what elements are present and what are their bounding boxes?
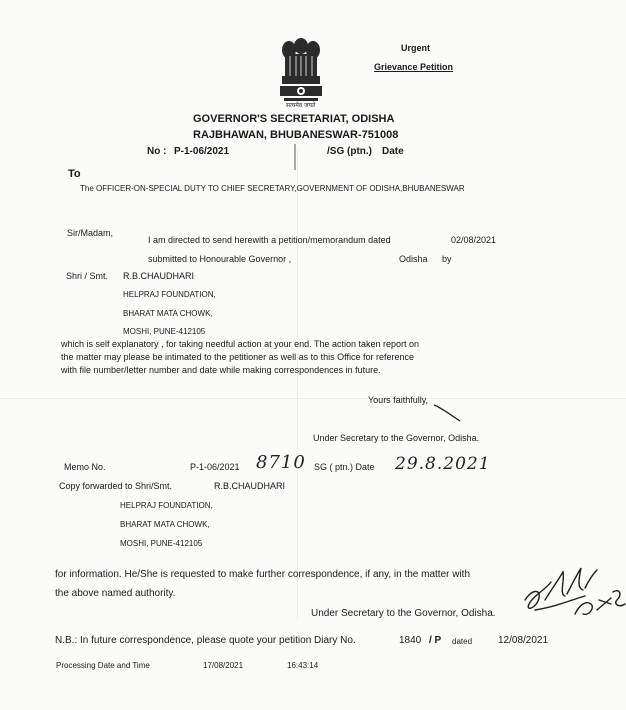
processing-date: 17/08/2021: [203, 661, 244, 670]
grievance-petition-label: Grievance Petition: [374, 62, 454, 72]
diary-suffix: / P: [429, 635, 442, 646]
recipient-line: The OFFICER-ON-SPECIAL DUTY TO CHIEF SECRETARY,GOVERNMENT OF ODISHA,BHUBANESWAR: [80, 184, 465, 193]
memo-number: P-1-06/2021: [190, 462, 240, 472]
diary-number: 1840: [399, 635, 422, 646]
copy-address-line: HELPRAJ FOUNDATION,: [120, 501, 213, 510]
ink-stroke: [292, 143, 298, 171]
memo-body-line: for information. He/She is requested to make further correspondence, if any, in the matter with: [55, 569, 471, 580]
copy-address-line: BHARAT MATA CHOWK,: [120, 520, 210, 529]
emblem-caption: सत्यमेव जयते: [286, 102, 316, 109]
letter-no-label: No :: [147, 146, 167, 157]
petition-date: 02/08/2021: [451, 235, 497, 245]
petition-intro: I am directed to send herewith a petition/memorandum dated: [148, 235, 391, 245]
salutation: Sir/Madam,: [67, 228, 114, 238]
state-name: Odisha: [399, 254, 428, 264]
memo-sg-date-label: SG ( ptn.) Date: [314, 462, 375, 472]
copy-recipient-name: R.B.CHAUDHARI: [214, 481, 286, 491]
processing-time: 16:43:14: [287, 661, 319, 670]
memo-signatory-title: Under Secretary to the Governor, Odisha.: [311, 608, 496, 619]
copy-forwarded-label: Copy forwarded to Shri/Smt.: [59, 481, 173, 491]
dated-value: 12/08/2021: [498, 635, 549, 646]
body-line: the matter may please be intimated to the petitioner as well as to this Office for reference: [61, 352, 415, 362]
date-label: Date: [382, 146, 404, 157]
office-address: RAJBHAWAN, BHUBANESWAR-751008: [193, 129, 399, 141]
sg-ptn-label: /SG (ptn.): [327, 146, 372, 157]
initial-signature: [432, 401, 462, 423]
closing: Yours faithfully,: [368, 395, 429, 405]
to-label: To: [68, 168, 81, 180]
memo-body-line: the above named authority.: [55, 588, 176, 599]
handwritten-memo-number: 8710: [256, 452, 306, 473]
signatory-title: Under Secretary to the Governor, Odisha.: [313, 433, 480, 443]
urgent-label: Urgent: [401, 43, 430, 53]
by-label: by: [442, 254, 452, 264]
handwritten-signature: [515, 560, 626, 625]
dated-label: dated: [452, 637, 473, 646]
processing-label: Processing Date and Time: [56, 661, 150, 670]
body-line: which is self explanatory , for taking needful action at your end. The action taken report on: [61, 339, 420, 349]
address-line: HELPRAJ FOUNDATION,: [123, 290, 216, 299]
fold-line-vertical: [297, 150, 298, 620]
office-title: GOVERNOR'S SECRETARIAT, ODISHA: [193, 113, 395, 125]
submitted-line: submitted to Honourable Governor ,: [148, 254, 292, 264]
address-line: MOSHI, PUNE-412105: [123, 327, 206, 336]
memo-label: Memo No.: [64, 462, 106, 472]
fold-line: [0, 398, 626, 399]
address-line: BHARAT MATA CHOWK,: [123, 309, 213, 318]
letter-no-value: P-1-06/2021: [174, 146, 230, 157]
body-line: with file number/letter number and date while making correspondences in future.: [61, 365, 381, 375]
nb-note: N.B.: In future correspondence, please quote your petition Diary No.: [55, 635, 356, 646]
petitioner-name: R.B.CHAUDHARI: [123, 271, 195, 281]
handwritten-memo-date: 29.8.2021: [395, 454, 491, 474]
copy-address-line: MOSHI, PUNE-412105: [120, 539, 203, 548]
shri-label: Shri / Smt.: [66, 271, 109, 281]
